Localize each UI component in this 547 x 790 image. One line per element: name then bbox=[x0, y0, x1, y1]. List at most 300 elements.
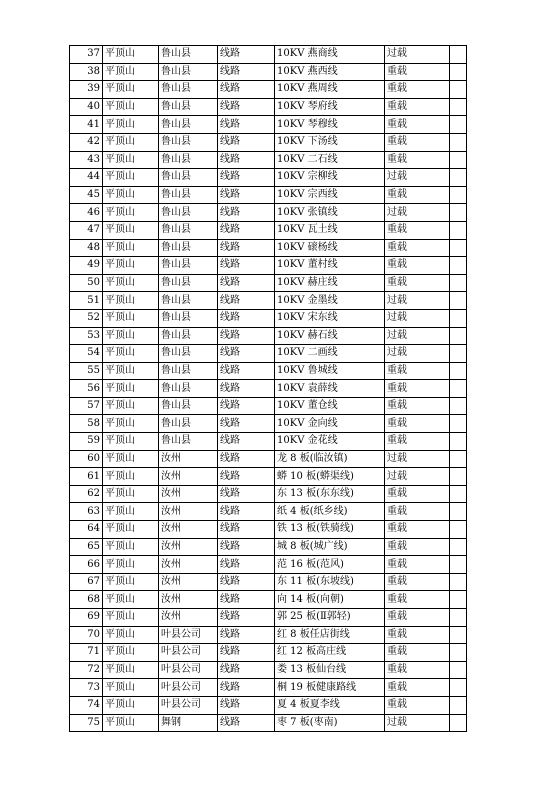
table-row bbox=[70, 397, 467, 415]
load-status-cell: 重载 bbox=[385, 626, 450, 644]
line-name-cell: 10KV 金向线 bbox=[275, 415, 385, 433]
county-cell: 汝州 bbox=[159, 468, 218, 486]
county-cell: 叶县公司 bbox=[159, 661, 218, 679]
load-status-cell: 重载 bbox=[385, 397, 450, 415]
empty-cell bbox=[450, 327, 467, 345]
table-row bbox=[70, 116, 467, 134]
city-cell: 平顶山 bbox=[103, 327, 159, 345]
line-name-cell: 龙 8 板(临汝镇) bbox=[275, 450, 385, 468]
county-cell: 汝州 bbox=[159, 591, 218, 609]
table-row bbox=[70, 503, 467, 521]
city-cell: 平顶山 bbox=[103, 609, 159, 627]
table-row bbox=[70, 485, 467, 503]
empty-cell bbox=[450, 362, 467, 380]
city-cell: 平顶山 bbox=[103, 239, 159, 257]
county-cell: 汝州 bbox=[159, 573, 218, 591]
table-row bbox=[70, 151, 467, 169]
row-number: 53 bbox=[70, 327, 103, 345]
empty-cell bbox=[450, 450, 467, 468]
type-cell: 线路 bbox=[218, 151, 275, 169]
type-cell: 线路 bbox=[218, 591, 275, 609]
line-name-cell: 红 8 板任店街线 bbox=[275, 626, 385, 644]
load-status-cell: 重载 bbox=[385, 274, 450, 292]
city-cell: 平顶山 bbox=[103, 63, 159, 81]
empty-cell bbox=[450, 81, 467, 99]
city-cell: 平顶山 bbox=[103, 133, 159, 151]
empty-cell bbox=[450, 133, 467, 151]
table-row bbox=[70, 450, 467, 468]
city-cell: 平顶山 bbox=[103, 46, 159, 64]
load-status-cell: 过载 bbox=[385, 204, 450, 222]
load-status-cell: 重载 bbox=[385, 116, 450, 134]
load-status-cell: 重载 bbox=[385, 644, 450, 662]
county-cell: 鲁山县 bbox=[159, 116, 218, 134]
line-name-cell: 枣 7 板(枣南) bbox=[275, 714, 385, 732]
load-status-cell: 过载 bbox=[385, 169, 450, 187]
city-cell: 平顶山 bbox=[103, 644, 159, 662]
table-row bbox=[70, 221, 467, 239]
empty-cell bbox=[450, 661, 467, 679]
line-name-cell: 10KV 董村线 bbox=[275, 257, 385, 275]
load-status-cell: 过载 bbox=[385, 345, 450, 363]
city-cell: 平顶山 bbox=[103, 257, 159, 275]
row-number: 46 bbox=[70, 204, 103, 222]
county-cell: 鲁山县 bbox=[159, 415, 218, 433]
table-row bbox=[70, 714, 467, 732]
empty-cell bbox=[450, 415, 467, 433]
table-row bbox=[70, 679, 467, 697]
load-status-cell: 重载 bbox=[385, 380, 450, 398]
empty-cell bbox=[450, 239, 467, 257]
load-status-cell: 过载 bbox=[385, 46, 450, 64]
row-number: 67 bbox=[70, 573, 103, 591]
row-number: 56 bbox=[70, 380, 103, 398]
city-cell: 平顶山 bbox=[103, 696, 159, 714]
row-number: 43 bbox=[70, 151, 103, 169]
city-cell: 平顶山 bbox=[103, 485, 159, 503]
empty-cell bbox=[450, 397, 467, 415]
row-number: 47 bbox=[70, 221, 103, 239]
county-cell: 鲁山县 bbox=[159, 186, 218, 204]
city-cell: 平顶山 bbox=[103, 433, 159, 451]
row-number: 73 bbox=[70, 679, 103, 697]
load-status-cell: 重载 bbox=[385, 239, 450, 257]
type-cell: 线路 bbox=[218, 362, 275, 380]
row-number: 62 bbox=[70, 485, 103, 503]
row-number: 39 bbox=[70, 81, 103, 99]
line-name-cell: 10KV 宋东线 bbox=[275, 309, 385, 327]
type-cell: 线路 bbox=[218, 696, 275, 714]
table-row bbox=[70, 380, 467, 398]
county-cell: 汝州 bbox=[159, 503, 218, 521]
load-status-cell: 重载 bbox=[385, 661, 450, 679]
line-name-cell: 10KV 下汤线 bbox=[275, 133, 385, 151]
empty-cell bbox=[450, 380, 467, 398]
line-name-cell: 10KV 鲁城线 bbox=[275, 362, 385, 380]
empty-cell bbox=[450, 468, 467, 486]
load-status-cell: 重载 bbox=[385, 362, 450, 380]
row-number: 48 bbox=[70, 239, 103, 257]
type-cell: 线路 bbox=[218, 98, 275, 116]
load-status-cell: 重载 bbox=[385, 186, 450, 204]
county-cell: 汝州 bbox=[159, 609, 218, 627]
empty-cell bbox=[450, 626, 467, 644]
empty-cell bbox=[450, 345, 467, 363]
line-name-cell: 10KV 二画线 bbox=[275, 345, 385, 363]
empty-cell bbox=[450, 696, 467, 714]
type-cell: 线路 bbox=[218, 81, 275, 99]
table-row bbox=[70, 696, 467, 714]
line-name-cell: 10KV 二石线 bbox=[275, 151, 385, 169]
table-row bbox=[70, 556, 467, 574]
load-status-cell: 重载 bbox=[385, 415, 450, 433]
row-number: 58 bbox=[70, 415, 103, 433]
line-name-cell: 10KV 赫石线 bbox=[275, 327, 385, 345]
county-cell: 鲁山县 bbox=[159, 292, 218, 310]
load-status-cell: 过载 bbox=[385, 292, 450, 310]
table-row bbox=[70, 521, 467, 539]
type-cell: 线路 bbox=[218, 292, 275, 310]
city-cell: 平顶山 bbox=[103, 468, 159, 486]
city-cell: 平顶山 bbox=[103, 503, 159, 521]
load-status-cell: 重载 bbox=[385, 679, 450, 697]
load-status-cell: 过载 bbox=[385, 309, 450, 327]
county-cell: 鲁山县 bbox=[159, 309, 218, 327]
type-cell: 线路 bbox=[218, 274, 275, 292]
city-cell: 平顶山 bbox=[103, 221, 159, 239]
line-name-cell: 10KV 燕西线 bbox=[275, 63, 385, 81]
load-status-cell: 重载 bbox=[385, 98, 450, 116]
row-number: 51 bbox=[70, 292, 103, 310]
empty-cell bbox=[450, 151, 467, 169]
line-name-cell: 10KV 琴府线 bbox=[275, 98, 385, 116]
load-status-cell: 重载 bbox=[385, 503, 450, 521]
empty-cell bbox=[450, 221, 467, 239]
county-cell: 鲁山县 bbox=[159, 133, 218, 151]
load-status-cell: 重载 bbox=[385, 433, 450, 451]
table-row bbox=[70, 133, 467, 151]
county-cell: 汝州 bbox=[159, 521, 218, 539]
table-row bbox=[70, 204, 467, 222]
line-name-cell: 10KV 张镇线 bbox=[275, 204, 385, 222]
load-status-cell: 重载 bbox=[385, 591, 450, 609]
city-cell: 平顶山 bbox=[103, 591, 159, 609]
row-number: 68 bbox=[70, 591, 103, 609]
line-name-cell: 10KV 燕商线 bbox=[275, 46, 385, 64]
table-row bbox=[70, 169, 467, 187]
empty-cell bbox=[450, 503, 467, 521]
county-cell: 鲁山县 bbox=[159, 257, 218, 275]
row-number: 52 bbox=[70, 309, 103, 327]
load-status-cell: 重载 bbox=[385, 257, 450, 275]
county-cell: 鲁山县 bbox=[159, 239, 218, 257]
city-cell: 平顶山 bbox=[103, 309, 159, 327]
county-cell: 鲁山县 bbox=[159, 98, 218, 116]
type-cell: 线路 bbox=[218, 239, 275, 257]
line-name-cell: 10KV 袁薛线 bbox=[275, 380, 385, 398]
table-row bbox=[70, 644, 467, 662]
line-name-cell: 娄 13 板仙台线 bbox=[275, 661, 385, 679]
county-cell: 鲁山县 bbox=[159, 46, 218, 64]
county-cell: 鲁山县 bbox=[159, 397, 218, 415]
county-cell: 叶县公司 bbox=[159, 626, 218, 644]
row-number: 41 bbox=[70, 116, 103, 134]
line-name-cell: 铁 13 板(铁骑线) bbox=[275, 521, 385, 539]
county-cell: 鲁山县 bbox=[159, 274, 218, 292]
city-cell: 平顶山 bbox=[103, 380, 159, 398]
table-row bbox=[70, 362, 467, 380]
city-cell: 平顶山 bbox=[103, 573, 159, 591]
city-cell: 平顶山 bbox=[103, 362, 159, 380]
table-row bbox=[70, 63, 467, 81]
load-status-cell: 过载 bbox=[385, 327, 450, 345]
row-number: 74 bbox=[70, 696, 103, 714]
type-cell: 线路 bbox=[218, 257, 275, 275]
empty-cell bbox=[450, 186, 467, 204]
county-cell: 鲁山县 bbox=[159, 327, 218, 345]
row-number: 49 bbox=[70, 257, 103, 275]
type-cell: 线路 bbox=[218, 186, 275, 204]
table-row bbox=[70, 81, 467, 99]
load-status-cell: 重载 bbox=[385, 221, 450, 239]
city-cell: 平顶山 bbox=[103, 714, 159, 732]
empty-cell bbox=[450, 433, 467, 451]
row-number: 75 bbox=[70, 714, 103, 732]
table-row bbox=[70, 309, 467, 327]
table-row bbox=[70, 239, 467, 257]
empty-cell bbox=[450, 644, 467, 662]
city-cell: 平顶山 bbox=[103, 186, 159, 204]
row-number: 66 bbox=[70, 556, 103, 574]
city-cell: 平顶山 bbox=[103, 450, 159, 468]
load-status-cell: 重载 bbox=[385, 573, 450, 591]
type-cell: 线路 bbox=[218, 63, 275, 81]
empty-cell bbox=[450, 169, 467, 187]
row-number: 57 bbox=[70, 397, 103, 415]
table-body bbox=[70, 46, 467, 732]
row-number: 38 bbox=[70, 63, 103, 81]
empty-cell bbox=[450, 573, 467, 591]
city-cell: 平顶山 bbox=[103, 169, 159, 187]
row-number: 60 bbox=[70, 450, 103, 468]
row-number: 42 bbox=[70, 133, 103, 151]
type-cell: 线路 bbox=[218, 309, 275, 327]
city-cell: 平顶山 bbox=[103, 521, 159, 539]
load-status-cell: 重载 bbox=[385, 556, 450, 574]
row-number: 65 bbox=[70, 538, 103, 556]
county-cell: 叶县公司 bbox=[159, 679, 218, 697]
line-name-cell: 纸 4 板(纸乡线) bbox=[275, 503, 385, 521]
county-cell: 鲁山县 bbox=[159, 362, 218, 380]
type-cell: 线路 bbox=[218, 714, 275, 732]
city-cell: 平顶山 bbox=[103, 661, 159, 679]
city-cell: 平顶山 bbox=[103, 116, 159, 134]
county-cell: 鲁山县 bbox=[159, 169, 218, 187]
table-row bbox=[70, 46, 467, 64]
row-number: 55 bbox=[70, 362, 103, 380]
empty-cell bbox=[450, 257, 467, 275]
city-cell: 平顶山 bbox=[103, 626, 159, 644]
city-cell: 平顶山 bbox=[103, 415, 159, 433]
county-cell: 汝州 bbox=[159, 556, 218, 574]
county-cell: 鲁山县 bbox=[159, 81, 218, 99]
line-name-cell: 10KV 燕周线 bbox=[275, 81, 385, 99]
empty-cell bbox=[450, 538, 467, 556]
county-cell: 汝州 bbox=[159, 450, 218, 468]
row-number: 72 bbox=[70, 661, 103, 679]
type-cell: 线路 bbox=[218, 521, 275, 539]
row-number: 59 bbox=[70, 433, 103, 451]
row-number: 40 bbox=[70, 98, 103, 116]
type-cell: 线路 bbox=[218, 327, 275, 345]
city-cell: 平顶山 bbox=[103, 292, 159, 310]
city-cell: 平顶山 bbox=[103, 81, 159, 99]
row-number: 37 bbox=[70, 46, 103, 64]
type-cell: 线路 bbox=[218, 169, 275, 187]
empty-cell bbox=[450, 63, 467, 81]
county-cell: 鲁山县 bbox=[159, 204, 218, 222]
type-cell: 线路 bbox=[218, 433, 275, 451]
type-cell: 线路 bbox=[218, 556, 275, 574]
row-number: 70 bbox=[70, 626, 103, 644]
county-cell: 鲁山县 bbox=[159, 380, 218, 398]
empty-cell bbox=[450, 98, 467, 116]
type-cell: 线路 bbox=[218, 397, 275, 415]
load-status-cell: 重载 bbox=[385, 538, 450, 556]
line-name-cell: 10KV 赫庄线 bbox=[275, 274, 385, 292]
type-cell: 线路 bbox=[218, 380, 275, 398]
empty-cell bbox=[450, 714, 467, 732]
table-row bbox=[70, 433, 467, 451]
empty-cell bbox=[450, 46, 467, 64]
county-cell: 舞钢 bbox=[159, 714, 218, 732]
city-cell: 平顶山 bbox=[103, 151, 159, 169]
row-number: 71 bbox=[70, 644, 103, 662]
line-name-cell: 10KV 宗西线 bbox=[275, 186, 385, 204]
load-status-cell: 重载 bbox=[385, 485, 450, 503]
empty-cell bbox=[450, 274, 467, 292]
load-status-cell: 重载 bbox=[385, 696, 450, 714]
city-cell: 平顶山 bbox=[103, 397, 159, 415]
line-name-cell: 10KV 金花线 bbox=[275, 433, 385, 451]
line-name-cell: 蟒 10 板(蟒渠线) bbox=[275, 468, 385, 486]
row-number: 54 bbox=[70, 345, 103, 363]
line-load-table bbox=[69, 45, 467, 732]
county-cell: 鲁山县 bbox=[159, 151, 218, 169]
row-number: 45 bbox=[70, 186, 103, 204]
city-cell: 平顶山 bbox=[103, 556, 159, 574]
county-cell: 叶县公司 bbox=[159, 696, 218, 714]
table-row bbox=[70, 186, 467, 204]
load-status-cell: 重载 bbox=[385, 151, 450, 169]
row-number: 63 bbox=[70, 503, 103, 521]
county-cell: 汝州 bbox=[159, 485, 218, 503]
table-row bbox=[70, 98, 467, 116]
row-number: 50 bbox=[70, 274, 103, 292]
table-row bbox=[70, 468, 467, 486]
table-row bbox=[70, 626, 467, 644]
empty-cell bbox=[450, 485, 467, 503]
type-cell: 线路 bbox=[218, 573, 275, 591]
type-cell: 线路 bbox=[218, 46, 275, 64]
table-row bbox=[70, 292, 467, 310]
county-cell: 鲁山县 bbox=[159, 63, 218, 81]
county-cell: 叶县公司 bbox=[159, 644, 218, 662]
empty-cell bbox=[450, 204, 467, 222]
table-row bbox=[70, 415, 467, 433]
line-name-cell: 10KV 金墨线 bbox=[275, 292, 385, 310]
type-cell: 线路 bbox=[218, 415, 275, 433]
row-number: 69 bbox=[70, 609, 103, 627]
line-name-cell: 10KV 董仓线 bbox=[275, 397, 385, 415]
line-name-cell: 10KV 琴穆线 bbox=[275, 116, 385, 134]
table-row bbox=[70, 327, 467, 345]
row-number: 44 bbox=[70, 169, 103, 187]
row-number: 64 bbox=[70, 521, 103, 539]
type-cell: 线路 bbox=[218, 468, 275, 486]
line-name-cell: 10KV 瓦土线 bbox=[275, 221, 385, 239]
county-cell: 鲁山县 bbox=[159, 345, 218, 363]
type-cell: 线路 bbox=[218, 221, 275, 239]
load-status-cell: 过载 bbox=[385, 468, 450, 486]
line-name-cell: 红 12 板高庄线 bbox=[275, 644, 385, 662]
load-status-cell: 重载 bbox=[385, 133, 450, 151]
type-cell: 线路 bbox=[218, 450, 275, 468]
line-name-cell: 10KV 磙杨线 bbox=[275, 239, 385, 257]
empty-cell bbox=[450, 679, 467, 697]
empty-cell bbox=[450, 609, 467, 627]
type-cell: 线路 bbox=[218, 661, 275, 679]
city-cell: 平顶山 bbox=[103, 679, 159, 697]
load-status-cell: 重载 bbox=[385, 63, 450, 81]
line-name-cell: 10KV 宗柳线 bbox=[275, 169, 385, 187]
line-name-cell: 东 11 板(东坡线) bbox=[275, 573, 385, 591]
load-status-cell: 过载 bbox=[385, 714, 450, 732]
type-cell: 线路 bbox=[218, 204, 275, 222]
empty-cell bbox=[450, 521, 467, 539]
type-cell: 线路 bbox=[218, 644, 275, 662]
load-status-cell: 重载 bbox=[385, 521, 450, 539]
empty-cell bbox=[450, 292, 467, 310]
table-row bbox=[70, 609, 467, 627]
empty-cell bbox=[450, 591, 467, 609]
line-name-cell: 夏 4 板夏李线 bbox=[275, 696, 385, 714]
type-cell: 线路 bbox=[218, 133, 275, 151]
county-cell: 鲁山县 bbox=[159, 433, 218, 451]
table-row bbox=[70, 573, 467, 591]
city-cell: 平顶山 bbox=[103, 274, 159, 292]
type-cell: 线路 bbox=[218, 609, 275, 627]
table-row bbox=[70, 274, 467, 292]
row-number: 61 bbox=[70, 468, 103, 486]
county-cell: 汝州 bbox=[159, 538, 218, 556]
county-cell: 鲁山县 bbox=[159, 221, 218, 239]
load-status-cell: 重载 bbox=[385, 609, 450, 627]
line-name-cell: 东 13 板(东东线) bbox=[275, 485, 385, 503]
type-cell: 线路 bbox=[218, 679, 275, 697]
table-row bbox=[70, 345, 467, 363]
table-row bbox=[70, 591, 467, 609]
table-row bbox=[70, 538, 467, 556]
type-cell: 线路 bbox=[218, 345, 275, 363]
table-row bbox=[70, 661, 467, 679]
city-cell: 平顶山 bbox=[103, 538, 159, 556]
type-cell: 线路 bbox=[218, 626, 275, 644]
type-cell: 线路 bbox=[218, 485, 275, 503]
type-cell: 线路 bbox=[218, 116, 275, 134]
line-name-cell: 向 14 板(向朝) bbox=[275, 591, 385, 609]
table-row bbox=[70, 257, 467, 275]
